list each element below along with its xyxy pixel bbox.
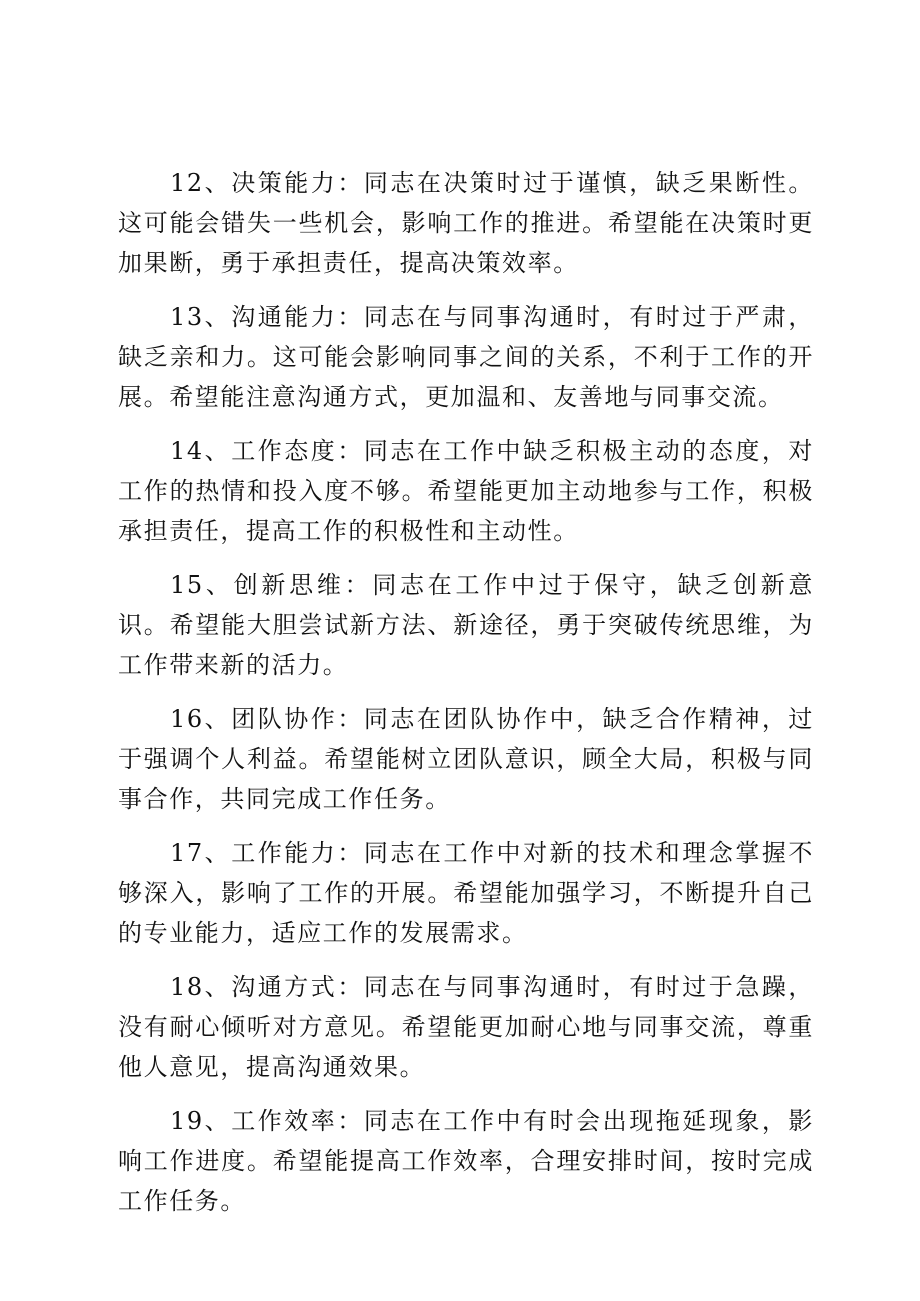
paragraph-19: 19、工作效率：同志在工作中有时会出现拖延现象，影响工作进度。希望能提高工作效率，合理安排时间，按时完成工作任务。 [118,1107,814,1215]
paragraph-13: 13、沟通能力：同志在与同事沟通时，有时过于严肃，缺乏亲和力。这可能会影响同事之间的关系，不利于工作的开展。希望能注意沟通方式，更加温和、友善地与同事交流。 [118,303,814,411]
paragraph-14: 14、工作态度：同志在工作中缺乏积极主动的态度，对工作的热情和投入度不够。希望能更加主动地参与工作，积极承担责任，提高工作的积极性和主动性。 [118,437,814,545]
paragraph-17: 17、工作能力：同志在工作中对新的技术和理念掌握不够深入，影响了工作的开展。希望能加强学习，不断提升自己的专业能力，适应工作的发展需求。 [118,839,814,947]
document-body [118,163,814,1235]
paragraph-15: 15、创新思维：同志在工作中过于保守，缺乏创新意识。希望能大胆尝试新方法、新途径，勇于突破传统思维，为工作带来新的活力。 [118,571,814,679]
paragraph-16: 16、团队协作：同志在团队协作中，缺乏合作精神，过于强调个人利益。希望能树立团队意识，顾全大局，积极与同事合作，共同完成工作任务。 [118,705,814,813]
paragraph-12: 12、决策能力：同志在决策时过于谨慎，缺乏果断性。这可能会错失一些机会，影响工作的推进。希望能在决策时更加果断，勇于承担责任，提高决策效率。 [118,169,814,277]
paragraph-18: 18、沟通方式：同志在与同事沟通时，有时过于急躁，没有耐心倾听对方意见。希望能更加耐心地与同事交流，尊重他人意见，提高沟通效果。 [118,973,814,1081]
